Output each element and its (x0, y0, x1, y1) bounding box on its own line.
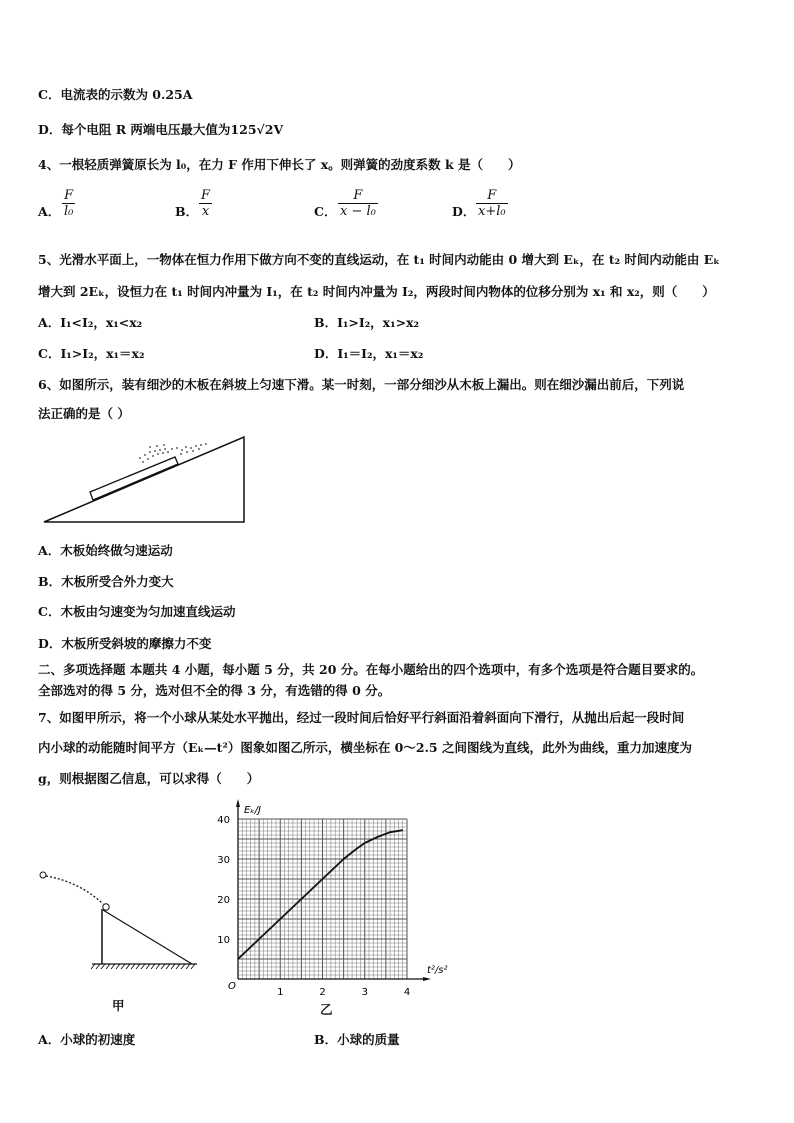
y-tick-label: 20 (217, 895, 230, 906)
q7-option-b: B．小球的质量 (314, 1032, 400, 1047)
q5-option-a: A．I₁<I₂，x₁<x₂ (38, 315, 143, 330)
section2-heading-line1: 二、多项选择题 本题共 4 小题，每小题 5 分，共 20 分。在每小题给出的四个选项中，有多个选项是符合题目要求的。 (38, 662, 704, 677)
q6-option-d: D．木板所受斜坡的摩擦力不变 (38, 636, 212, 651)
q5-option-c: C．I₁>I₂，x₁＝x₂ (38, 346, 145, 361)
denominator: x − l₀ (340, 204, 376, 219)
q4-option-d-label: D． (452, 204, 476, 219)
y-axis-arrow-icon (236, 799, 240, 807)
q6-stem-line1: 6、如图所示，装有细沙的木板在斜坡上匀速下滑。某一时刻，一部分细沙从木板上漏出。则在细沙漏出前后，下列说 (38, 377, 685, 392)
q6-option-b: B．木板所受合外力变大 (38, 574, 174, 589)
q3-option-c: C．电流表的示数为 0.25A (38, 87, 193, 102)
q3-option-d: D．每个电阻 R 两端电压最大值为125√2V (38, 122, 284, 137)
figure-a-caption: 甲 (112, 998, 125, 1013)
x-tick-label: 1 (277, 987, 284, 998)
y-tick-label: 10 (217, 935, 230, 946)
section2-heading-line2: 全部选对的得 5 分，选对但不全的得 3 分，有选错的得 0 分。 (38, 683, 391, 698)
q4-option-d-fraction (476, 188, 508, 219)
ek-curve (238, 830, 403, 959)
x-tick-label: 2 (319, 987, 326, 998)
figure-b-caption: 乙 (320, 1002, 333, 1017)
q4-option-c-label: C． (314, 204, 337, 219)
denominator: x (199, 203, 212, 219)
x-axis-arrow-icon (423, 977, 431, 981)
q4-option-a-label: A． (38, 204, 61, 219)
q5-option-b: B．I₁>I₂，x₁>x₂ (314, 315, 420, 330)
x-tick-label: 3 (361, 987, 368, 998)
y-tick-label: 40 (217, 815, 230, 826)
q5-stem-line1: 5、光滑水平面上，一物体在恒力作用下做方向不变的直线运动，在 t₁ 时间内动能由 0 增大到 Eₖ，在 t₂ 时间内动能由 Eₖ (38, 252, 720, 267)
denominator: x+l₀ (478, 204, 506, 219)
x-tick-label: 4 (403, 987, 411, 998)
q4-option-b-label: B． (175, 204, 199, 219)
q7-stem-line2: 内小球的动能随时间平方（Eₖ—t²）图象如图乙所示，横坐标在 0～2.5 之间图线为直线，此外为曲线，重力加速度为 (38, 740, 692, 755)
denominator: l₀ (64, 204, 74, 219)
q5-option-d: D．I₁＝I₂，x₁＝x₂ (314, 346, 424, 361)
q4-stem: 4、一根轻质弹簧原长为 l₀，在力 F 作用下伸长了 x。则弹簧的劲度系数 k 是（ ） (38, 157, 521, 172)
numerator: F (353, 188, 363, 203)
y-axis-label: Eₖ/J (244, 805, 261, 816)
y-tick-label: 30 (217, 855, 230, 866)
numerator: F (487, 188, 497, 203)
q6-option-a: A．木板始终做匀速运动 (38, 543, 173, 558)
x-axis-label: t²/s² (427, 965, 448, 976)
origin-label: O (228, 981, 236, 992)
q7-stem-line1: 7、如图甲所示，将一个小球从某处水平抛出，经过一段时间后恰好平行斜面沿着斜面向下滑行，从抛出后起一段时间 (38, 710, 685, 725)
q5-stem-line2: 增大到 2Eₖ，设恒力在 t₁ 时间内冲量为 I₁，在 t₂ 时间内冲量为 I₂，两段时间内物体的位移分别为 x₁ 和 x₂，则（ ） (38, 284, 715, 299)
numerator: F (64, 188, 74, 203)
numerator: F (201, 188, 211, 203)
q7-option-a: A．小球的初速度 (38, 1032, 136, 1047)
q7-stem-line3: g，则根据图乙信息，可以求得（ ） (38, 771, 260, 786)
q6-option-c: C．木板由匀速变为匀加速直线运动 (38, 604, 236, 619)
q6-stem-line2: 法正确的是（ ） (38, 406, 130, 421)
